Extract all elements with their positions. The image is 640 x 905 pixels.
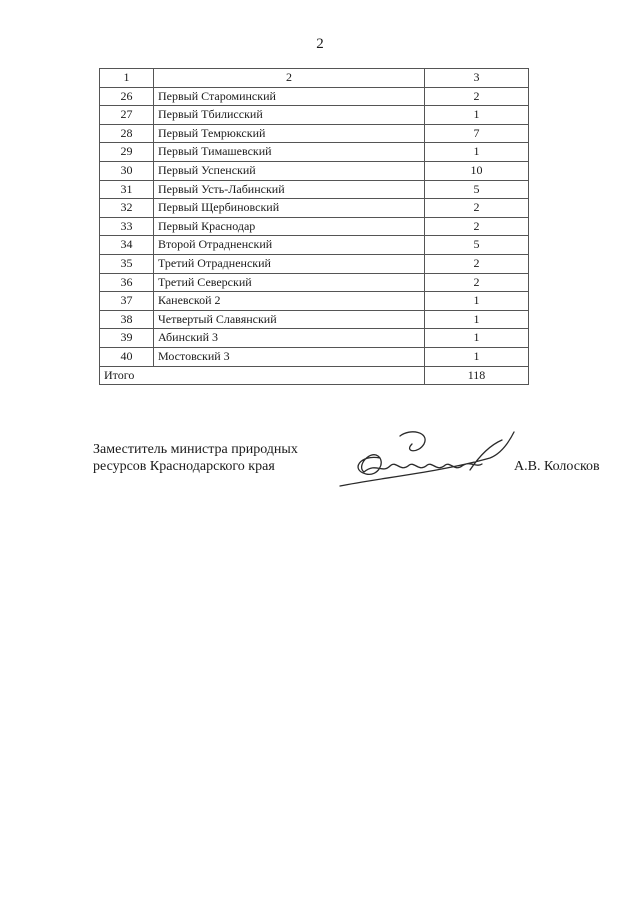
table-row bbox=[100, 310, 529, 329]
row-number-cell: 29 bbox=[100, 143, 154, 162]
row-number-cell: 30 bbox=[100, 161, 154, 180]
table-row bbox=[100, 254, 529, 273]
table-row bbox=[100, 292, 529, 311]
row-count-cell: 1 bbox=[425, 292, 529, 311]
row-number-cell: 40 bbox=[100, 347, 154, 366]
row-count-cell: 2 bbox=[425, 217, 529, 236]
header-cell-3: 3 bbox=[425, 69, 529, 88]
row-number-cell: 37 bbox=[100, 292, 154, 311]
signer-name: А.В. Колосков bbox=[514, 459, 600, 474]
row-count-cell: 7 bbox=[425, 124, 529, 143]
row-number-cell: 27 bbox=[100, 106, 154, 125]
row-count-cell: 2 bbox=[425, 87, 529, 106]
row-number-cell: 36 bbox=[100, 273, 154, 292]
header-cell-1: 1 bbox=[100, 69, 154, 88]
total-label-cell: Итого bbox=[100, 366, 425, 385]
row-name-cell: Каневской 2 bbox=[154, 292, 425, 311]
table-row bbox=[100, 347, 529, 366]
row-name-cell: Первый Усть-Лабинский bbox=[154, 180, 425, 199]
position-line-2: ресурсов Краснодарского края bbox=[93, 459, 275, 474]
table-row bbox=[100, 180, 529, 199]
row-name-cell: Второй Отрадненский bbox=[154, 236, 425, 255]
total-value-cell: 118 bbox=[425, 366, 529, 385]
row-count-cell: 5 bbox=[425, 180, 529, 199]
table-total-row bbox=[100, 366, 529, 385]
row-name-cell: Первый Щербиновский bbox=[154, 199, 425, 218]
row-number-cell: 31 bbox=[100, 180, 154, 199]
row-name-cell: Первый Темрюкский bbox=[154, 124, 425, 143]
row-count-cell: 2 bbox=[425, 273, 529, 292]
row-number-cell: 39 bbox=[100, 329, 154, 348]
row-count-cell: 10 bbox=[425, 161, 529, 180]
row-name-cell: Первый Тимашевский bbox=[154, 143, 425, 162]
table-row bbox=[100, 236, 529, 255]
row-number-cell: 38 bbox=[100, 310, 154, 329]
row-count-cell: 5 bbox=[425, 236, 529, 255]
position-line-1: Заместитель министра природных bbox=[93, 442, 298, 457]
handwritten-signature bbox=[320, 422, 530, 494]
row-count-cell: 1 bbox=[425, 106, 529, 125]
header-cell-2: 2 bbox=[154, 69, 425, 88]
row-name-cell: Первый Краснодар bbox=[154, 217, 425, 236]
table-row bbox=[100, 124, 529, 143]
row-number-cell: 26 bbox=[100, 87, 154, 106]
table-row bbox=[100, 161, 529, 180]
row-number-cell: 34 bbox=[100, 236, 154, 255]
data-table bbox=[99, 68, 529, 385]
table-header-row bbox=[100, 69, 529, 88]
table-row bbox=[100, 106, 529, 125]
row-count-cell: 2 bbox=[425, 254, 529, 273]
row-name-cell: Абинский 3 bbox=[154, 329, 425, 348]
page-number: 2 bbox=[316, 36, 324, 52]
table-row bbox=[100, 329, 529, 348]
signatory-position bbox=[93, 441, 298, 475]
row-count-cell: 2 bbox=[425, 199, 529, 218]
row-name-cell: Третий Северский bbox=[154, 273, 425, 292]
row-number-cell: 33 bbox=[100, 217, 154, 236]
table-row bbox=[100, 273, 529, 292]
row-count-cell: 1 bbox=[425, 310, 529, 329]
row-name-cell: Первый Успенский bbox=[154, 161, 425, 180]
row-name-cell: Четвертый Славянский bbox=[154, 310, 425, 329]
row-number-cell: 32 bbox=[100, 199, 154, 218]
table-row bbox=[100, 87, 529, 106]
table-row bbox=[100, 199, 529, 218]
row-count-cell: 1 bbox=[425, 143, 529, 162]
row-name-cell: Первый Староминский bbox=[154, 87, 425, 106]
table-row bbox=[100, 143, 529, 162]
table-body bbox=[100, 69, 529, 385]
row-number-cell: 28 bbox=[100, 124, 154, 143]
row-name-cell: Мостовский 3 bbox=[154, 347, 425, 366]
row-number-cell: 35 bbox=[100, 254, 154, 273]
row-name-cell: Первый Тбилисский bbox=[154, 106, 425, 125]
row-name-cell: Третий Отрадненский bbox=[154, 254, 425, 273]
row-count-cell: 1 bbox=[425, 347, 529, 366]
row-count-cell: 1 bbox=[425, 329, 529, 348]
table-row bbox=[100, 217, 529, 236]
